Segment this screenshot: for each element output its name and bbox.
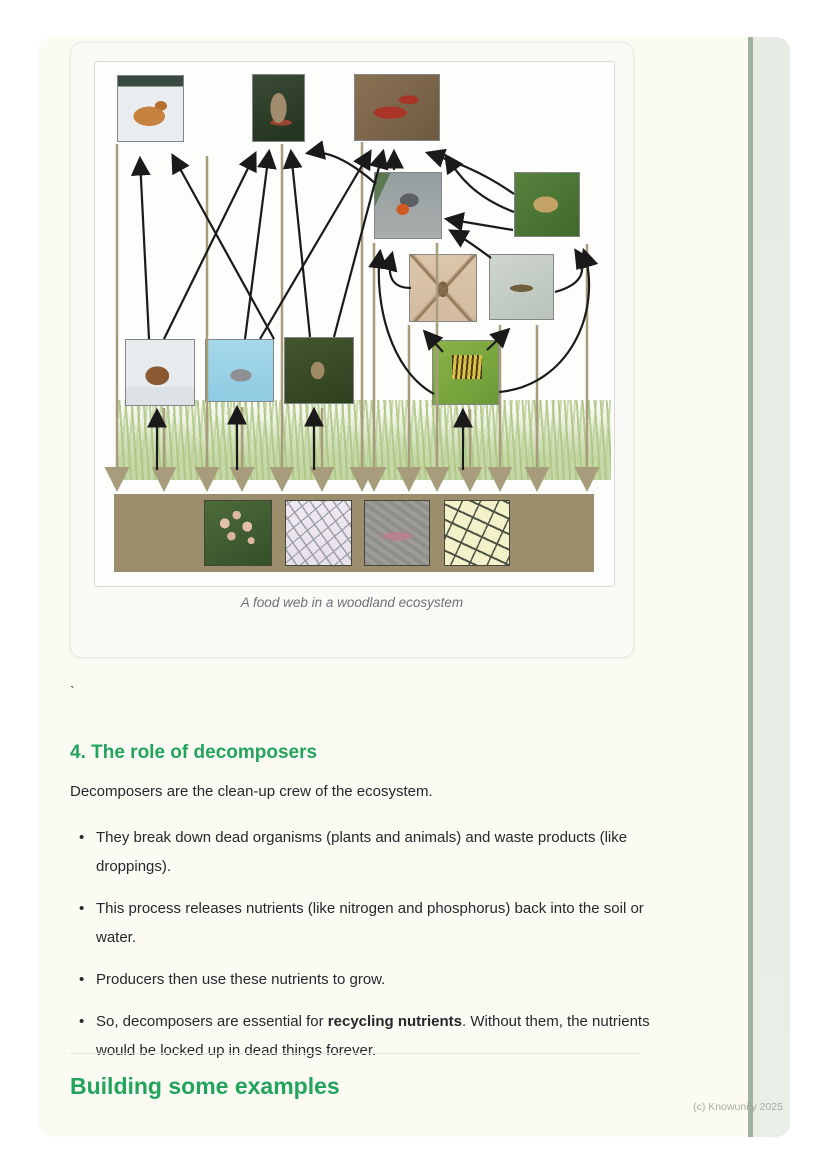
robin-photo xyxy=(374,172,442,239)
list-item xyxy=(70,894,655,952)
centipede-photo xyxy=(489,254,554,320)
bullet-text: Producers then use these nutrients to grow. xyxy=(96,971,386,988)
feeding-arrow-mouse-to-snake xyxy=(260,152,370,339)
feeding-arrow-mouse-to-fox xyxy=(173,156,274,339)
bullet-text: So, decomposers are essential for recycling nutrients. Without them, the nutrients would be locked up in dead things forever. xyxy=(96,1013,650,1059)
bold-phrase: recycling nutrients xyxy=(327,1013,462,1030)
mouse-photo xyxy=(205,339,274,402)
feeding-arrow-squirrel-to-fox xyxy=(140,159,149,339)
bullet-text: This process releases nutrients (like nitrogen and phosphorus) back into the soil or water. xyxy=(96,900,644,946)
fox-photo xyxy=(117,75,184,142)
feeding-arrow-squirrel-to-owl xyxy=(164,154,255,339)
beetle-photo xyxy=(432,340,499,405)
right-accent-strip xyxy=(752,37,790,1137)
mushrooms-tile xyxy=(204,500,272,566)
soil-band xyxy=(114,494,594,572)
feeding-arrow-mouse-to-owl xyxy=(245,152,269,339)
frog-photo xyxy=(514,172,580,237)
scroll-indicator[interactable] xyxy=(748,37,753,1137)
document-card xyxy=(38,37,790,1137)
bullet-dot: • xyxy=(79,829,85,846)
feeding-arrow-frog-to-robin xyxy=(447,219,513,230)
food-web-diagram xyxy=(94,61,615,587)
feeding-arrow-sparrow-to-owl xyxy=(291,152,310,337)
bullet-dot: • xyxy=(79,971,85,988)
bullet-text: They break down dead organisms (plants and animals) and waste products (like droppings). xyxy=(96,829,628,875)
sparrow-photo xyxy=(284,337,354,404)
feeding-arrow-spider-to-robin xyxy=(390,254,411,288)
decomposer-bullet-list xyxy=(70,823,655,1078)
feeding-arrow-centipede-to-frog xyxy=(555,251,582,292)
list-item xyxy=(70,823,655,881)
section-heading: 4. The role of decomposers xyxy=(70,742,318,763)
bacteria-tile xyxy=(444,500,510,566)
squirrel-photo xyxy=(125,339,195,406)
worm-tile xyxy=(364,500,430,566)
copyright-watermark: (c) Knowunity 2025 xyxy=(693,1101,783,1113)
figure-caption: A food web in a woodland ecosystem xyxy=(240,595,464,610)
grass-band xyxy=(118,400,611,480)
next-section-heading: Building some examples xyxy=(70,1073,340,1099)
feeding-arrow-frog-to-snake xyxy=(446,156,514,212)
feeding-arrow-robin-to-owl xyxy=(308,152,376,184)
bullet-dot: • xyxy=(79,1013,85,1030)
section-divider xyxy=(70,1053,640,1054)
bullet-dot: • xyxy=(79,900,85,917)
owl-photo xyxy=(252,74,305,142)
snake-photo xyxy=(354,74,440,141)
food-web-figure xyxy=(70,42,634,658)
list-item xyxy=(70,965,655,994)
hyphae-tile xyxy=(285,500,352,566)
stray-backtick: ` xyxy=(70,683,75,699)
intro-paragraph: Decomposers are the clean-up crew of the ecosystem. xyxy=(70,783,433,800)
spider-photo xyxy=(409,254,477,322)
list-item xyxy=(70,1007,655,1065)
